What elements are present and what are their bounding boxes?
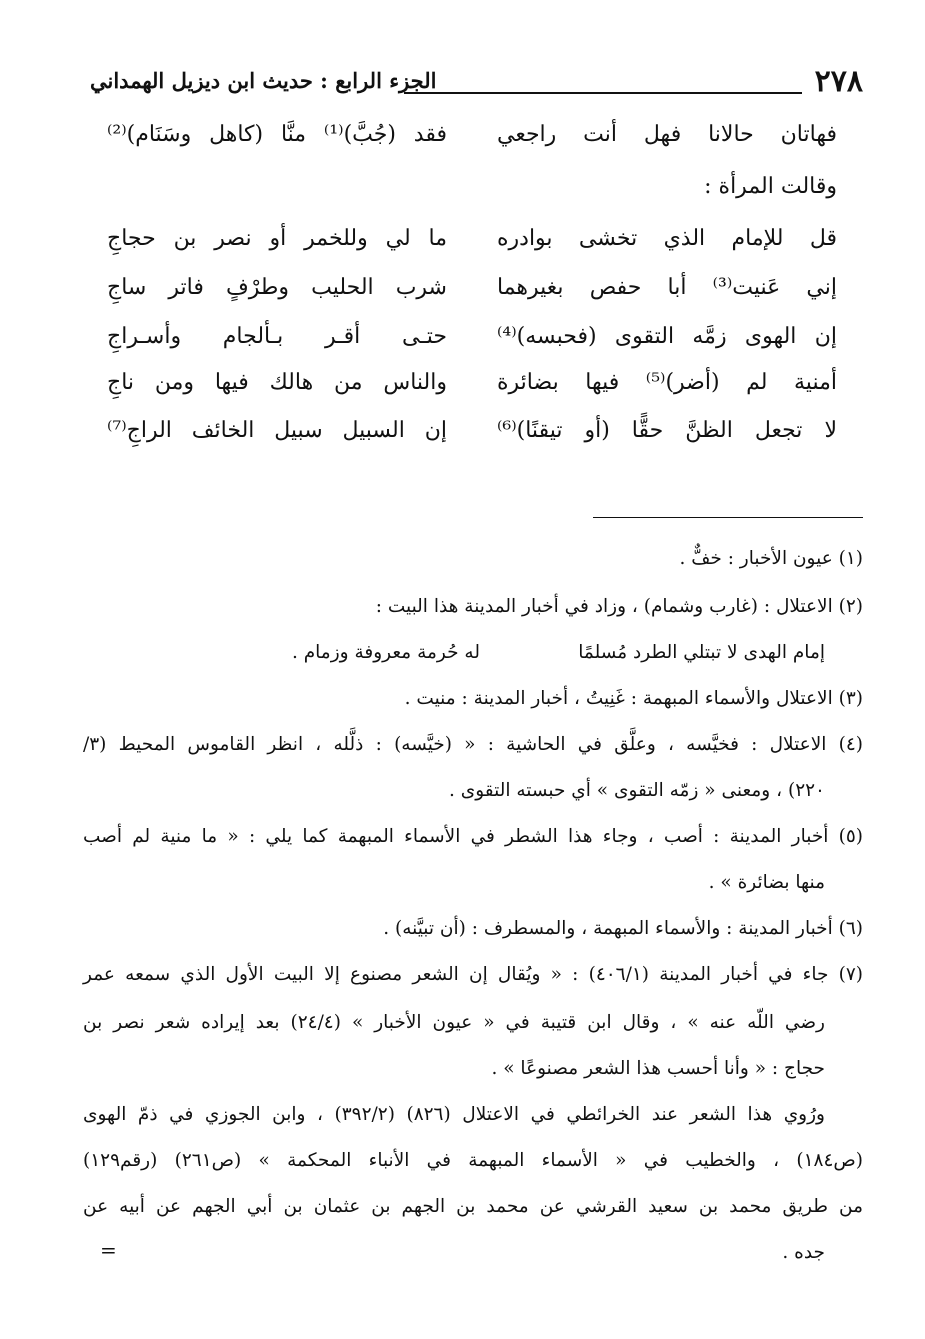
poem-hemistich-left: والناس من هالك فيها ومن ناجِ xyxy=(107,370,447,395)
footnote-7-line: حجاج : « وأنا أحسب هذا الشعر مصنوعًا » . xyxy=(491,1058,825,1079)
poem-hemistich-right: قل للإمام الذي تخشى بوادره xyxy=(497,226,837,251)
footnote-7-line: (٧) جاء في أخبار المدينة (٤٠٦/١) : « ويُقال إن الشعر مصنوع إلا البيت الأول الذي سمعه عمر xyxy=(83,964,864,985)
footnote-4-line: ٢٢٠) ، ومعنى « زمّه التقوى » أي حبسته التقوى . xyxy=(448,780,825,801)
footnote-3: (٣) الاعتلال والأسماء المبهمة : غَنِيتُ ، أخبار المدينة : منيت . xyxy=(404,688,863,709)
footnote-2-verse-first: إمام الهدى لا تبتلي الطرد مُسلمًا xyxy=(578,642,825,663)
footnote-paragraph-line: جده . xyxy=(782,1242,825,1263)
footnote-2: (٢) الاعتلال : (غارب وشمام) ، وزاد في أخبار المدينة هذا البيت : xyxy=(375,596,863,617)
poem-hemistich-left: حتـى أقـر بـألجام وأسـراجِ xyxy=(107,324,447,349)
footnote-paragraph-line: ورُوي هذا الشعر عند الخرائطي في الاعتلال (٨٢٦) (٣٩٢/٢) ، وابن الجوزي في ذمّ الهوى xyxy=(83,1104,825,1125)
poem-hemistich-left: فقد (جُبَّ)⁽¹⁾ منَّا (كاهل وسَنَام)⁽²⁾ xyxy=(107,122,447,147)
page-number: ٢٧٨ xyxy=(814,64,863,99)
poem-hemistich-right: إني عَنيت⁽³⁾ أبا حفص بغيرهما xyxy=(497,275,837,300)
continuation-mark: = xyxy=(100,1238,117,1262)
footnote-2-verse-second: له حُرمة معروفة وزمام . xyxy=(291,642,480,663)
poem-hemistich-right: أمنية لم (أضر)⁽⁵⁾ فيها بضائرة xyxy=(497,370,837,395)
footnote-5-line: منها بضائرة » . xyxy=(708,872,825,893)
footnote-5-line: (٥) أخبار المدينة : أصب ، وجاء هذا الشطر في الأسماء المبهمة كما يلي : « ما منية لم أصب xyxy=(83,826,863,847)
header-rule xyxy=(404,92,802,94)
footnote-paragraph-line: (ص١٨٤) ، والخطيب في « الأسماء المبهمة في الأنباء المحكمة » (ص٢٦١) (رقم١٢٩) xyxy=(83,1150,864,1171)
footnote-paragraph-line: من طريق محمد بن سعيد القرشي عن محمد بن الجهم بن عثمان بن أبي الجهم عن أبيه عن xyxy=(83,1196,863,1217)
poem-hemistich-left: إن السبيل سبيل الخائف الراجِ⁽⁷⁾ xyxy=(107,418,447,443)
footnote-separator xyxy=(593,517,863,518)
footnote-1: (١) عيون الأخبار : خفٌّ . xyxy=(679,548,863,569)
poem-hemistich-right: فهاتان حالانا فهل أنت راجعي xyxy=(497,122,837,147)
footnote-6: (٦) أخبار المدينة : والأسماء المبهمة ، والمسطرف : (أن تبيَّنه) . xyxy=(383,918,863,939)
footnote-4-line: (٤) الاعتلال : فخيَّسه ، وعلَّق في الحاشية : « (خيَّسه) : ذلَّله ، انظر القاموس المحيط (٣/ xyxy=(83,734,863,755)
poem-heading: وقالت المرأة : xyxy=(704,174,837,199)
running-title: الجزء الرابع : حديث ابن ديزيل الهمداني xyxy=(90,68,437,93)
poem-hemistich-right: لا تجعل الظنَّ حقًّا (أو تيقنًا)⁽⁶⁾ xyxy=(497,418,837,443)
poem-hemistich-right: إن الهوى زمَّه التقوى (فحبسه)⁽⁴⁾ xyxy=(497,324,837,349)
footnote-7-line: رضي اللّه عنه » ، وقال ابن قتيبة في « عيون الأخبار » (٢٤/٤) بعد إيراده شعر نصر بن xyxy=(83,1012,825,1033)
poem-hemistich-left: ما لي وللخمر أو نصر بن حجاجِ xyxy=(107,226,447,251)
poem-hemistich-left: شرب الحليب وطرْفٍ فاتر ساجِ xyxy=(107,275,447,300)
